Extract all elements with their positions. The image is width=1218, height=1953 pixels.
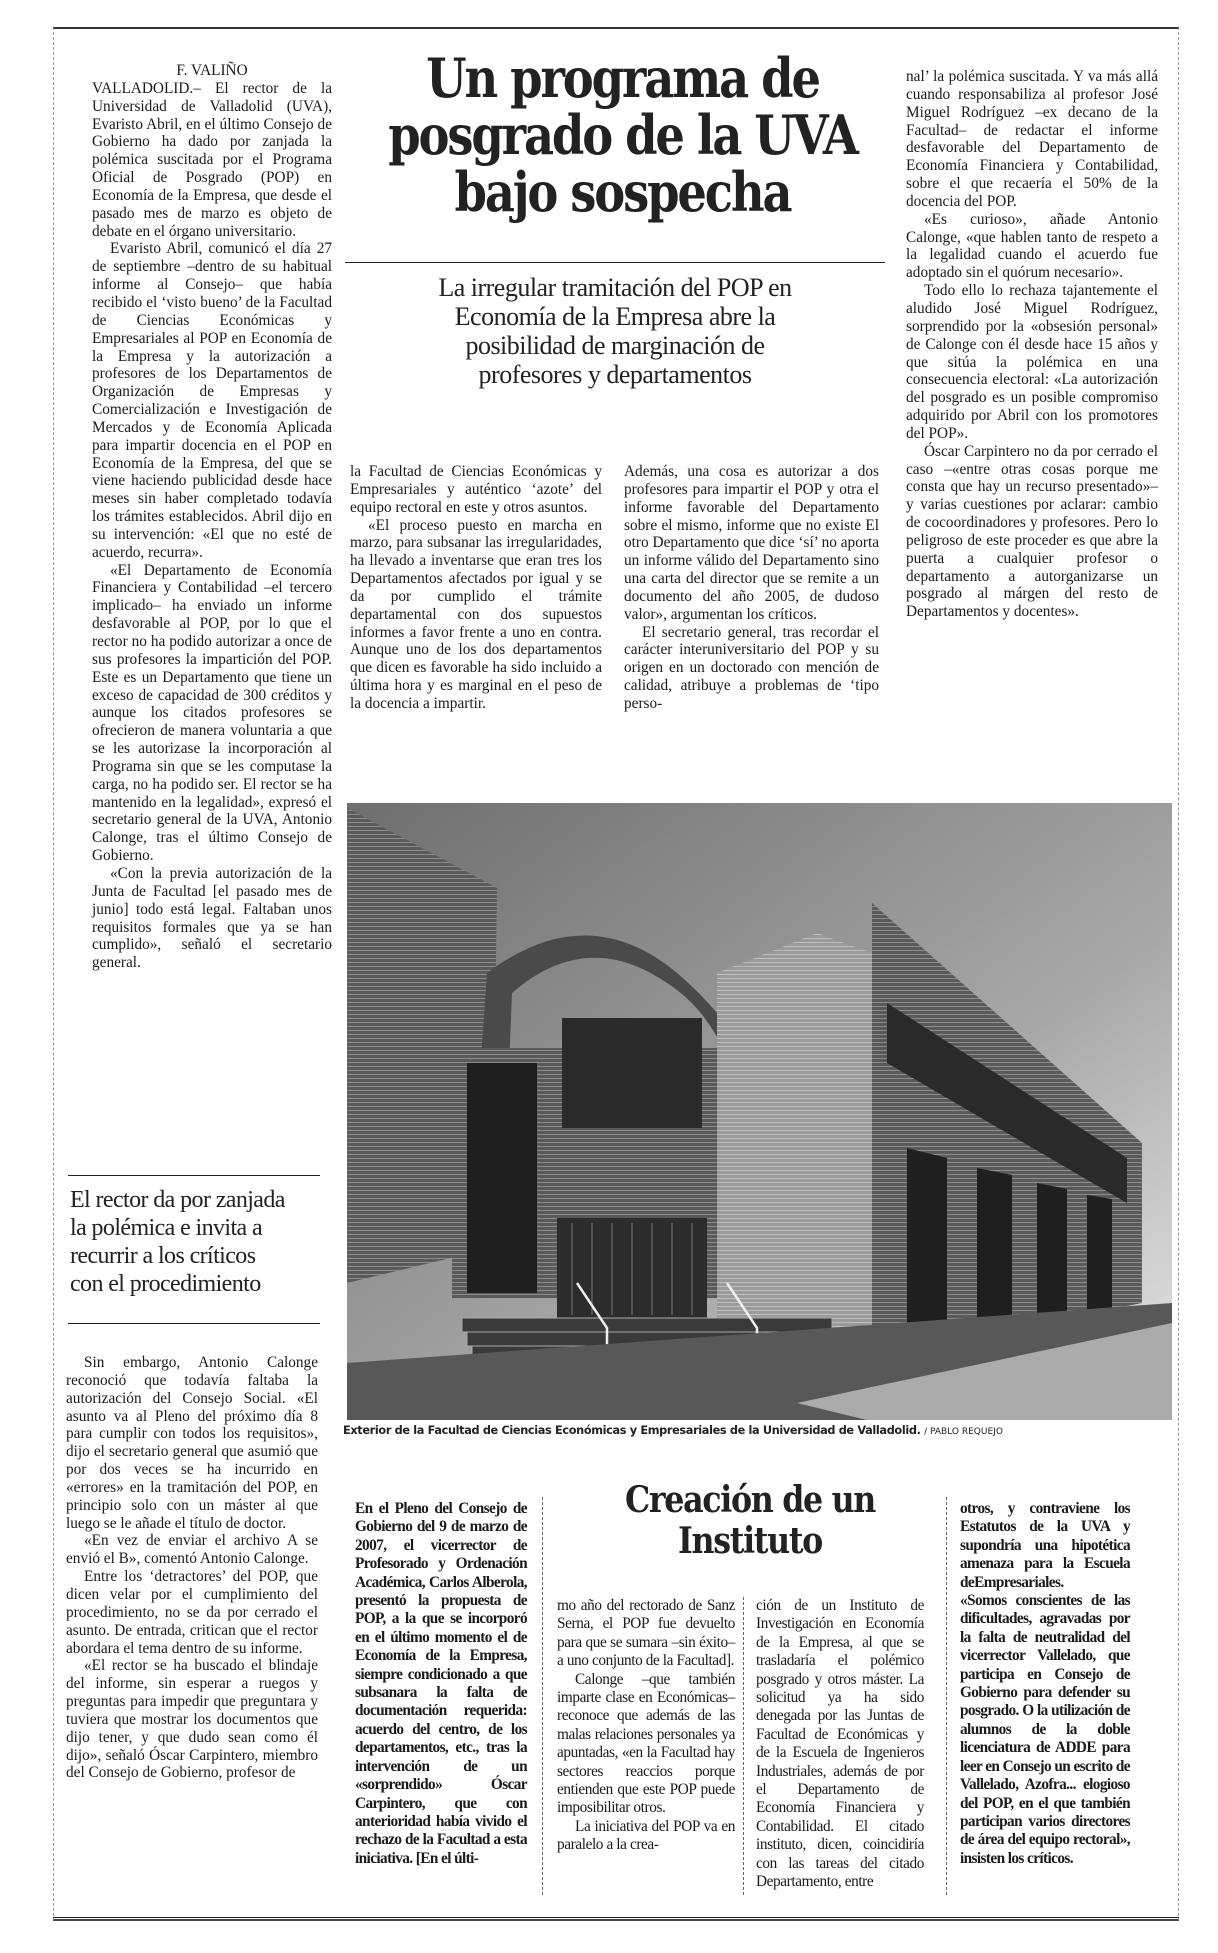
article-column-3	[624, 463, 879, 713]
article-column-1-continued	[66, 1354, 318, 1782]
column-divider	[743, 1597, 744, 1895]
paragraph: El secretario general, tras recordar el carácter interuniversitario del POP y su origen en un doctorado con mención de calidad, atribuye a problemas de ‘tipo perso-	[624, 623, 879, 712]
article-column-1	[92, 62, 332, 972]
subheadline-line: profesores y departamentos	[478, 360, 752, 389]
paragraph: VALLADOLID.– El rector de la Universidad de Valladolid (UVA), Evaristo Abril, en el último Consejo de Gobierno ha dado por zanjada la polémica suscitada por el Programa Oficial de Posgrado (POP) en Economía de la Empresa, que desde el pasado mes de marzo es objeto de debate en el órgano universitario.	[92, 79, 332, 240]
paragraph: Todo ello lo rechaza tajantemente el aludido José Miguel Rodríguez, sorprendido por la «obsesión personal» de Calonge con él desde hace 15 años y que sitúa la polémica en una consecuencia electoral: «La autorización del posgrado es un posible compromiso adquirido por Abril con los promotores del POP».	[906, 282, 1158, 442]
sidebar-column-3	[756, 1597, 924, 1892]
column-divider	[542, 1497, 543, 1895]
paragraph: Además, una cosa es autorizar a dos profesores para impartir el POP y otra el informe favorable del Departamento sobre el mismo, informe que no existe El otro Departamento que dice ‘sí’ no aporta un informe válido del Departamento sino una carta del director que se remite a un documento del año 2005, de dudoso valor», argumentan los críticos.	[624, 463, 879, 623]
caption-text: Exterior de la Facultad de Ciencias Económicas y Empresariales de la Universidad de Valladolid.	[343, 1424, 921, 1437]
paragraph: En el Pleno del Consejo de Gobierno del 9 de marzo de 2007, el vicerrector de Profesorado y Ordenación Académica, Carlos Alberola, presentó la propuesta de POP, a la que se incorporó en el último momento el de Economía de la Empresa, siempre condicionado a que subsanara la falta de documentación requerida: acuerdo del centro, de los departamentos, etc., tras la intervención de un «sorprendido» Óscar Carpintero, que con anterioridad había vivido el rechazo de la Facultad a esta iniciativa. [En el últi-	[355, 1500, 527, 1867]
building-photo-illustration	[347, 803, 1172, 1420]
paragraph: Sin embargo, Antonio Calonge reconoció que todavía faltaba la autorización del Consejo Social. «El asunto va al Pleno del próximo día 8 para cumplir con todos los requisitos», dijo el secretario general que asumió que por dos veces se ha incurrido en «errores» en la tramitación del POP, en principio solo con un máster al que luego se le añade el título de doctor.	[66, 1354, 318, 1532]
headline-divider	[345, 262, 885, 263]
article-column-4	[906, 68, 1158, 621]
photo-caption	[343, 1424, 1173, 1437]
paragraph: Calonge –que también imparte clase en Económicas– reconoce que además de las malas relaciones personales ya apuntadas, «en la Facultad hay sectores reaccios porque entienden que este POP puede imposibilitar otros.	[557, 1670, 735, 1817]
paragraph: Óscar Carpintero no da por cerrado el caso –«entre otras cosas porque me consta que hay un recurso presentado»– y varias cuestiones por aclarar: cambio de cocoordinadores y profesores. Pero lo peligroso de este proceder es que abre la puerta a cualquier profesor o departamento a autorganizarse un posgrado al márgen del resto de Departamentos y docentes».	[906, 442, 1158, 621]
paragraph: «El rector se ha buscado el blindaje del informe, sin esperar a ruegos y preguntas para impedir que preguntara y tuviera que mostrar los documentos que dijo tener, y que dudo sean como él dijo», señaló Óscar Carpintero, miembro del Consejo de Gobierno, profesor de	[66, 1657, 318, 1782]
pullquote-line: recurrir a los críticos	[70, 1243, 256, 1269]
column-divider	[946, 1497, 947, 1895]
sidebar-top-rule	[53, 1917, 1179, 1918]
paragraph: Evaristo Abril, comunicó el día 27 de septiembre –dentro de su habitual informe al Consejo– que había recibido el ‘visto bueno’ de la Facultad de Ciencias Económicas y Empresariales al POP en Economía de la Empresa y la autorización a profesores de los Departamentos de Organización de Empresas y Comercialización e Investigación de Mercados y de Economía Aplicada para impartir docencia en el POP en Economía de la Empresa, del que se viene haciendo publicidad desde hace meses sin haber completado todavía los trámites establecidos. Abril dijo en su intervención: «El que no esté de acuerdo, recurra».	[92, 240, 332, 561]
pullquote-line: El rector da por zanjada	[70, 1187, 285, 1213]
sidebar-headline-line: Creación de un	[624, 1479, 876, 1521]
pull-quote	[70, 1186, 320, 1298]
entrance-shadow	[467, 1063, 537, 1293]
paragraph: «Es curioso», añade Antonio Calonge, «que hablen tanto de respeto a la legalidad cuando el acuerdo fue adoptado sin el quórum necesario».	[906, 210, 1158, 282]
building-photo	[347, 803, 1172, 1420]
sidebar-headline	[618, 1480, 882, 1562]
paragraph: «El Departamento de Economía Financiera y Contabilidad –el tercero implicado– ha enviado un informe desfavorable al POP, por lo que el rector no ha podido autorizar a once de sus profesores la impartición del POP. Este es un Departamento que tiene un exceso de capacidad de 300 créditos y aunque los citados profesores se ofrecieron de manera voluntaria a que se les autorizase la incorporación al Programa sin que se les computase la carga, no ha podido ser. El rector se ha mantenido en la legalidad», expresó el secretario general de la UVA, Antonio Calonge, tras el último Consejo de Gobierno.	[92, 561, 332, 865]
headline	[388, 46, 857, 224]
pullquote-rule-top	[68, 1175, 320, 1176]
headline-line: posgrado de la UVA	[388, 103, 857, 167]
paragraph: «El proceso puesto en marcha en marzo, para subsanar las irregularidades, ha llevado a inventarse que eran tres los Departamentos afectados por igual y se da por cumplido el trámite departamental con dos supuestos informes a favor frente a uno en contra. Aunque uno de los dos departamentos que dicen es favorable ha sido incluido a última hora y es marginal en el peso de la docencia a impartir.	[350, 516, 602, 712]
pullquote-line: la polémica e invita a	[70, 1215, 263, 1241]
headline-line: bajo sospecha	[454, 160, 791, 224]
byline: F. VALIÑO	[176, 62, 248, 79]
paragraph: otros, y contraviene los Estatutos de la UVA y supondría una hipotética amenaza para la Escuela deEmpresariales.	[960, 1500, 1130, 1591]
subheadline-line: La irregular tramitación del POP en	[438, 273, 792, 302]
middle-wall	[717, 933, 872, 1348]
upper-window	[562, 1018, 702, 1128]
subheadline-line: posibilidad de marginación de	[465, 331, 765, 360]
headline-line: Un programa de	[426, 46, 819, 110]
sidebar-column-1	[355, 1500, 527, 1868]
paragraph: La iniciativa del POP va en paralelo a la crea-	[557, 1817, 735, 1854]
paragraph: «En vez de enviar el archivo A se envió el B», comentó Antonio Calonge.	[66, 1532, 318, 1568]
paragraph: nal’ la polémica suscitada. Y va más allá cuando responsabiliza al profesor José Miguel Rodríguez –ex decano de la Facultad– de redactar el informe desfavorable del Departamento de Economía Financiera y Contabilidad, sobre el que recaería el 50% de la docencia del POP.	[906, 68, 1158, 210]
paragraph: ción de un Instituto de Investigación en Economía de la Empresa, al que se trasladaría el polémico posgrado y otros máster. La solicitud ya ha sido denegada por las Juntas de Facultad de Económicas y de la Escuela de Ingenieros Industriales, además de por el Departamento de Economía Financiera y Contabilidad. El citado instituto, dicen, coincidiría con las tareas del citado Departamento, entre	[756, 1597, 924, 1891]
sidebar-column-4	[960, 1500, 1130, 1868]
paragraph: «Con la previa autorización de la Junta de Facultad [el pasado mes de junio] todo está legal. Faltaban unos requisitos formales que ya se han cumplido», señaló el secretario general.	[92, 864, 332, 972]
pullquote-rule-bottom	[68, 1323, 320, 1324]
sidebar-column-2	[557, 1597, 735, 1855]
paragraph: la Facultad de Ciencias Económicas y Empresariales y auténtico ‘azote’ del equipo rectoral en este y otros asuntos.	[350, 463, 602, 516]
sidebar-headline-line: Instituto	[678, 1520, 822, 1562]
paragraph: «Somos conscientes de las dificultades, agravadas por la falta de neutralidad del vicerrector Vallelado, que participa en Consejo de Gobierno para defender su posgrado. O la utilización de alumnos de la doble licenciatura de ADDE para leer en Consejo un escrito de Vallelado, Azofra... elogioso del POP, en el que también participan varios directores de área del equipo rectoral», insisten los críticos.	[960, 1592, 1130, 1867]
article-column-2	[350, 463, 602, 713]
subheadline-line: Economía de la Empresa abre la	[454, 302, 776, 331]
pullquote-line: con el procedimiento	[70, 1271, 261, 1297]
paragraph: mo año del rectorado de Sanz Serna, el POP fue devuelto para que se sumara –sin éxito– a uno conjunto de la Facultad].	[557, 1597, 735, 1670]
subheadline	[360, 273, 870, 389]
photo-credit: / PABLO REQUEJO	[924, 1427, 1003, 1437]
paragraph: Entre los ‘detractores’ del POP, que dicen velar por el cumplimiento del procedimiento, no se da por cerrado el asunto. De entrada, critican que el rector abordara el tema dentro de su informe.	[66, 1568, 318, 1657]
